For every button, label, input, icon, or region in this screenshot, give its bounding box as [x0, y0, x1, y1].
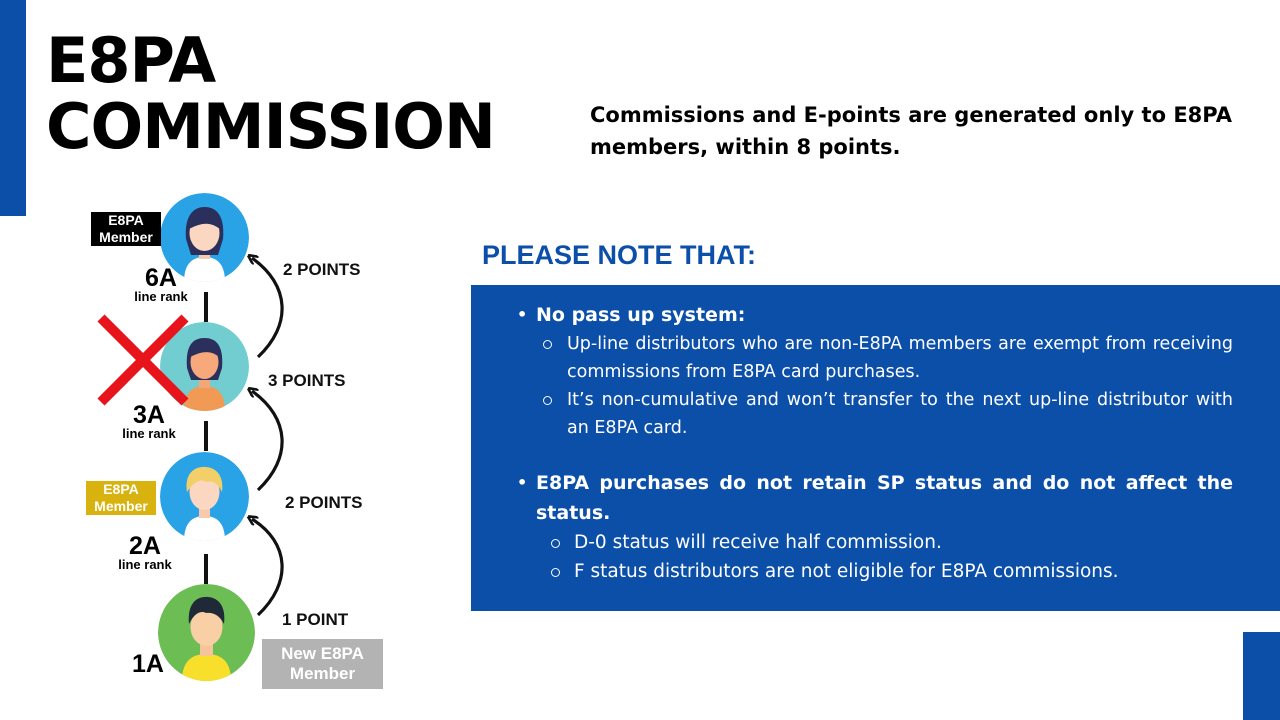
rank-3a	[104, 403, 194, 441]
man-avatar-icon	[160, 452, 249, 541]
note-panel	[471, 285, 1280, 611]
note-heading: PLEASE NOTE THAT:	[482, 240, 757, 270]
page-title-line2: COMMISSION	[46, 90, 495, 163]
page-title-line1: E8PA	[46, 24, 216, 97]
badge-e8pa-member-top: E8PA Member	[91, 212, 161, 246]
rank-sub-label: line rank	[118, 557, 172, 572]
rank-sub-label: line rank	[134, 289, 188, 304]
rank-label: 1A	[132, 650, 164, 678]
note-bullet-2	[517, 468, 1233, 586]
sub-item: Up-line distributors who are non-E8PA members are exempt from receiving commissions from E8PA card purchases.	[517, 330, 1233, 386]
bullet-title: • No pass up system:	[517, 300, 1233, 330]
points-label-lower: 2 POINTS	[285, 493, 363, 512]
rank-sub-label: line rank	[122, 426, 176, 441]
sub-list	[517, 528, 1233, 586]
sub-item: F status distributors are not eligible for E8PA commissions.	[517, 557, 1233, 586]
arrow-1-to-2	[252, 519, 282, 615]
note-bullet-1	[517, 300, 1233, 442]
bullet-title: • E8PA purchases do not retain SP status and do not affect the status.	[517, 468, 1233, 528]
rank-1a	[103, 652, 193, 676]
rank-label: 2A	[129, 532, 161, 560]
rank-6a	[116, 266, 206, 304]
accent-bar-bottom	[1243, 632, 1280, 720]
intro-text: Commissions and E-points are generated only to E8PA members, within 8 points.	[590, 103, 1232, 159]
sub-item: It’s non-cumulative and won’t transfer to the next up-line distributor with an E8PA card.	[517, 386, 1233, 442]
rank-2a	[100, 534, 190, 572]
sub-item: D-0 status will receive half commission.	[517, 528, 1233, 557]
badge-new-e8pa-member: New E8PA Member	[262, 639, 383, 689]
avatar-2a	[160, 452, 249, 541]
sub-list	[517, 330, 1233, 442]
points-label-top: 2 POINTS	[283, 260, 361, 279]
upline-diagram	[0, 0, 470, 720]
rank-label: 3A	[133, 401, 165, 429]
arrow-2-to-3	[252, 391, 282, 490]
points-label-middle: 3 POINTS	[268, 371, 346, 390]
points-label-bottom: 1 POINT	[282, 610, 349, 629]
arrow-3-to-6	[252, 258, 282, 357]
badge-e8pa-member-middle: E8PA Member	[86, 481, 156, 515]
rank-label: 6A	[145, 264, 177, 292]
red-cross-icon	[93, 310, 193, 410]
